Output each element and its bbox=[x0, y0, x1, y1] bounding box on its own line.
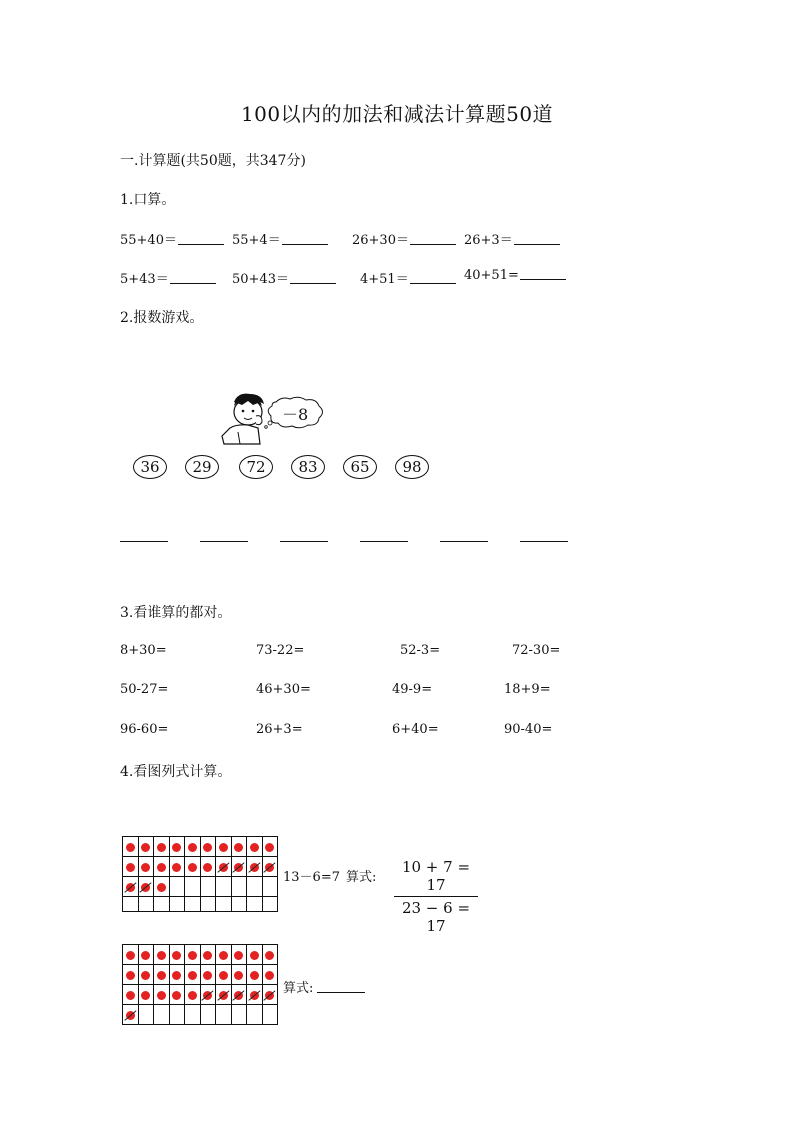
dot bbox=[157, 863, 166, 872]
dot bbox=[157, 951, 166, 960]
dot bbox=[126, 991, 135, 1000]
dot bbox=[172, 863, 181, 872]
dot bbox=[188, 951, 197, 960]
dot bbox=[188, 863, 197, 872]
number-circle: 29 bbox=[185, 455, 219, 479]
crossed-dot bbox=[203, 991, 212, 1000]
crossed-dot bbox=[234, 991, 243, 1000]
q1-item: 55+40＝ bbox=[120, 229, 224, 248]
answer-blank[interactable] bbox=[200, 541, 248, 542]
dot bbox=[234, 971, 243, 980]
dot bbox=[250, 971, 259, 980]
dot bbox=[141, 971, 150, 980]
crossed-dot bbox=[250, 863, 259, 872]
answer-blank[interactable] bbox=[290, 282, 336, 284]
page-title: 100以内的加法和减法计算题50道 bbox=[240, 102, 554, 126]
dot bbox=[141, 863, 150, 872]
dot bbox=[126, 863, 135, 872]
dot bbox=[157, 883, 166, 892]
answer-blank[interactable] bbox=[178, 243, 224, 245]
section-heading: 一.计算题(共50题，共347分) bbox=[120, 153, 306, 169]
fraction-bottom: 23 − 6 = 17 bbox=[401, 899, 471, 935]
q4-heading: 4.看图列式计算。 bbox=[120, 764, 232, 780]
q1-heading: 1.口算。 bbox=[120, 192, 176, 208]
number-circle: 36 bbox=[133, 455, 167, 479]
q3-item: 73-22= bbox=[256, 643, 305, 658]
dot bbox=[126, 971, 135, 980]
answer-blank[interactable] bbox=[317, 991, 365, 993]
dot bbox=[172, 951, 181, 960]
dot bbox=[141, 843, 150, 852]
q3-item: 90-40= bbox=[504, 722, 553, 737]
dot bbox=[126, 843, 135, 852]
answer-blank[interactable] bbox=[170, 282, 216, 284]
dot bbox=[188, 843, 197, 852]
q3-item: 26+3= bbox=[256, 722, 303, 737]
crossed-dot bbox=[250, 991, 259, 1000]
dot bbox=[234, 843, 243, 852]
dot bbox=[157, 971, 166, 980]
dot bbox=[203, 971, 212, 980]
dot bbox=[203, 951, 212, 960]
formula-label: 算式: bbox=[346, 870, 377, 885]
answer-blank[interactable] bbox=[410, 282, 456, 284]
q3-item: 50-27= bbox=[120, 682, 169, 697]
dot-grid-2 bbox=[122, 944, 278, 1025]
q1-item: 4+51＝ bbox=[360, 268, 456, 287]
q2-heading: 2.报数游戏。 bbox=[120, 310, 204, 326]
dot bbox=[172, 991, 181, 1000]
example-equation: 13－6=7 bbox=[283, 870, 340, 885]
answer-blank[interactable] bbox=[440, 541, 488, 542]
dot-grid-1 bbox=[122, 836, 278, 912]
dot bbox=[265, 971, 274, 980]
crossed-dot bbox=[126, 1011, 135, 1020]
dot bbox=[188, 991, 197, 1000]
number-circle: 98 bbox=[395, 455, 429, 479]
dot bbox=[250, 843, 259, 852]
number-circle: 83 bbox=[291, 455, 325, 479]
fraction-top: 10 + 7 = 17 bbox=[401, 858, 471, 894]
crossed-dot bbox=[219, 863, 228, 872]
answer-blank[interactable] bbox=[514, 243, 560, 245]
dot bbox=[234, 951, 243, 960]
q3-item: 72-30= bbox=[512, 643, 561, 658]
q3-item: 49-9= bbox=[392, 682, 433, 697]
crossed-dot bbox=[234, 863, 243, 872]
q1-item: 26+30＝ bbox=[352, 229, 456, 248]
q1-item: 26+3＝ bbox=[464, 229, 560, 248]
answer-blank[interactable] bbox=[280, 541, 328, 542]
q3-heading: 3.看谁算的都对。 bbox=[120, 605, 232, 621]
dot bbox=[219, 971, 228, 980]
dot bbox=[157, 843, 166, 852]
q3-item: 6+40= bbox=[392, 722, 439, 737]
crossed-dot bbox=[265, 991, 274, 1000]
dot bbox=[203, 863, 212, 872]
answer-blank[interactable] bbox=[410, 243, 456, 245]
dot bbox=[219, 843, 228, 852]
dot bbox=[265, 843, 274, 852]
q1-item: 5+43＝ bbox=[120, 268, 216, 287]
answer-blank[interactable] bbox=[520, 278, 566, 280]
answer-blank[interactable] bbox=[520, 541, 568, 542]
dot bbox=[126, 951, 135, 960]
dot bbox=[219, 951, 228, 960]
answer-blank[interactable] bbox=[120, 541, 168, 542]
formula-label-2: 算式: bbox=[283, 977, 365, 996]
q3-item: 96-60= bbox=[120, 722, 169, 737]
q3-item: 8+30= bbox=[120, 643, 167, 658]
dot bbox=[172, 971, 181, 980]
dot bbox=[265, 951, 274, 960]
crossed-dot bbox=[219, 991, 228, 1000]
dot bbox=[250, 951, 259, 960]
number-circle: 65 bbox=[343, 455, 377, 479]
number-circle: 72 bbox=[239, 455, 273, 479]
crossed-dot bbox=[126, 883, 135, 892]
crossed-dot bbox=[141, 883, 150, 892]
q1-item: 50+43＝ bbox=[232, 268, 336, 287]
bubble-text: －8 bbox=[282, 405, 309, 424]
fraction-answer bbox=[394, 858, 478, 935]
answer-blank[interactable] bbox=[360, 541, 408, 542]
dot bbox=[188, 971, 197, 980]
q1-item: 55+4＝ bbox=[232, 229, 328, 248]
dot bbox=[172, 843, 181, 852]
answer-blank[interactable] bbox=[282, 243, 328, 245]
dot bbox=[203, 843, 212, 852]
fraction-bar bbox=[394, 896, 478, 897]
crossed-dot bbox=[265, 863, 274, 872]
dot bbox=[141, 951, 150, 960]
dot bbox=[141, 991, 150, 1000]
dot bbox=[157, 991, 166, 1000]
q3-item: 52-3= bbox=[400, 643, 441, 658]
q1-item: 40+51= bbox=[464, 268, 566, 283]
q3-item: 18+9= bbox=[504, 682, 551, 697]
q3-item: 46+30= bbox=[256, 682, 311, 697]
